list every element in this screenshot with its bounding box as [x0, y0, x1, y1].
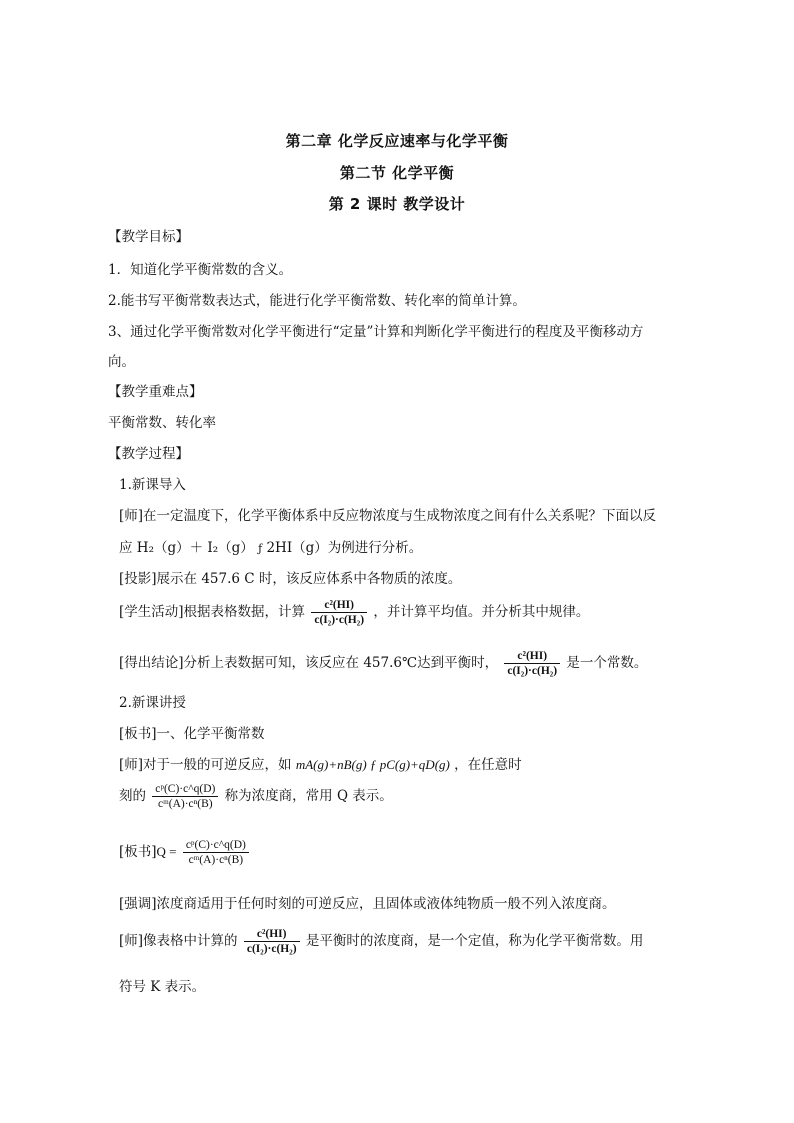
quotient-fraction — [152, 782, 218, 811]
reaction-reactants: 应 H₂（g）＋ I₂（g） — [119, 540, 254, 556]
q-denominator: cᵐ(A)·cⁿ(B) — [188, 854, 244, 866]
student-activity-text-end: ，并计算平均值。并分析其中规律。 — [373, 604, 590, 620]
hi-fraction-numerator: c²(HI) — [244, 927, 300, 942]
hi-fraction-numerator: c²(HI) — [504, 649, 560, 664]
key-points-content: 平衡常数、转化率 — [108, 415, 216, 431]
teacher-k-line — [119, 927, 643, 956]
teacher-k-text-end: 是平衡时的浓度商，是一个定值，称为化学平衡常数。用 — [305, 933, 644, 949]
hi-fraction-denominator: c(I₂)·c(H₂) — [507, 665, 558, 677]
general-reaction-equation: mA(g)+nB(g) ƒ pC(g)+qD(g) — [295, 757, 450, 772]
equilibrium-arrow-icon: ƒ — [258, 542, 263, 555]
hi-fraction-denominator: c(I₂)·c(H₂) — [314, 614, 365, 626]
quotient-numerator: cᵖ(C)·c^q(D) — [152, 782, 218, 797]
q-fraction — [183, 838, 249, 867]
step-1-heading: 1.新课导入 — [119, 477, 186, 493]
general-reaction-text-end: ，在任意时 — [454, 757, 522, 773]
chapter-title: 第二章 化学反应速率与化学平衡 — [285, 132, 509, 150]
teacher-k-text: [师]像表格中计算的 — [119, 933, 238, 949]
process-heading: 【教学过程】 — [108, 446, 189, 462]
student-activity-line — [119, 598, 589, 627]
conclusion-text-end: 是一个常数。 — [566, 655, 648, 671]
q-numerator: cᵖ(C)·c^q(D) — [183, 838, 249, 853]
hi-fraction — [311, 598, 367, 627]
hi-fraction — [244, 927, 300, 956]
objective-item-3: 3、通过化学平衡常数对化学平衡进行“定量”计算和判断化学平衡进行的程度及平衡移动方 — [108, 324, 644, 340]
q-symbol: Q = — [156, 844, 177, 859]
key-points-heading: 【教学重难点】 — [108, 384, 203, 400]
k-symbol-line: 符号 K 表示。 — [119, 979, 206, 995]
reaction-products: 2HI（g）为例进行分析。 — [266, 540, 423, 556]
objectives-heading: 【教学目标】 — [108, 229, 189, 245]
section-title: 第二节 化学平衡 — [339, 164, 455, 182]
emphasis-line: [强调]浓度商适用于任何时刻的可逆反应，且固体或液体纯物质一般不列入浓度商。 — [119, 896, 616, 912]
quotient-denominator: cᵐ(A)·cⁿ(B) — [158, 798, 213, 810]
teacher-intro-line-1: [师]在一定温度下，化学平衡体系中反应物浓度与生成物浓度之间有什么关系呢？下面以反 — [119, 508, 657, 524]
board-label: [板书] — [119, 844, 157, 860]
objective-item-2: 2.能书写平衡常数表达式，能进行化学平衡常数、转化率的简单计算。 — [108, 293, 526, 309]
objective-item-1: 1．知道化学平衡常数的含义。 — [108, 262, 293, 278]
concentration-quotient-line — [119, 782, 393, 811]
general-reaction-line — [119, 753, 522, 773]
board-heading-1: [板书]一、化学平衡常数 — [119, 726, 265, 742]
general-reaction-text: [师]对于一般的可逆反应，如 — [119, 757, 292, 773]
hi-fraction-numerator: c²(HI) — [311, 598, 367, 613]
board-q-definition-line — [119, 838, 251, 867]
step-2-heading: 2.新课讲授 — [119, 695, 186, 711]
projection-line: [投影]展示在 457.6 C 时，该反应体系中各物质的浓度。 — [119, 571, 462, 587]
hi-fraction — [504, 649, 560, 678]
quotient-text-end: 称为浓度商，常用 Q 表示。 — [224, 788, 393, 804]
hi-fraction-denominator: c(I₂)·c(H₂) — [246, 943, 297, 955]
lesson-title: 第 2 课时 教学设计 — [328, 195, 466, 213]
conclusion-line — [119, 649, 647, 678]
student-activity-text: [学生活动]根据表格数据，计算 — [119, 604, 306, 620]
conclusion-text: [得出结论]分析上表数据可知，该反应在 457.6℃达到平衡时， — [119, 655, 499, 671]
objective-item-3-cont: 向。 — [108, 354, 135, 370]
quotient-text: 刻的 — [119, 788, 146, 804]
teacher-intro-line-2 — [119, 536, 422, 556]
